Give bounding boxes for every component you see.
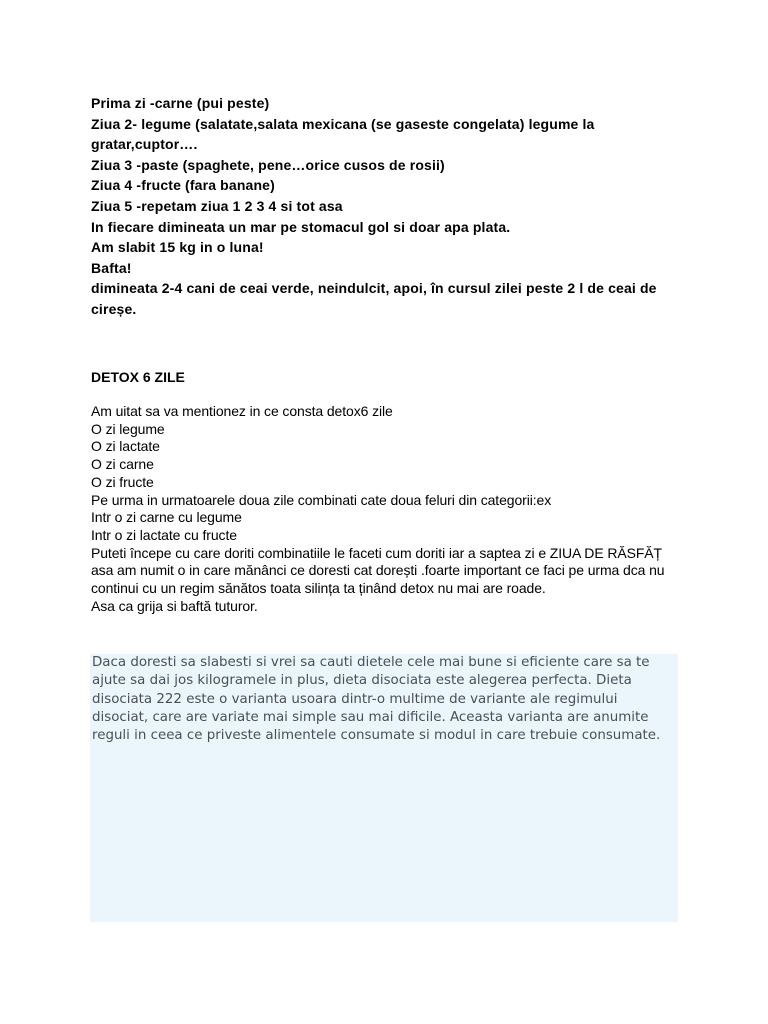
diet-line-result: Am slabit 15 kg in o luna!	[91, 239, 264, 256]
dissociated-diet-paragraph: Daca doresti sa slabesti si vrei sa cauti dietele cele mai bune si eficiente care sa te ajute sa dai jos kilogramele in plus, dieta disociata este alegerea perfecta. Dieta disociata 222 este o varianta usoara dintr-o multime de variante ale regimului disociat, care are variate mai simple sau mai dificile. Aceasta varianta are anumite reguli in ceea ce priveste alimentele consumate si modul in care trebuie consumate.	[92, 655, 661, 744]
detox-day-vegetables: O zi legume	[91, 420, 165, 437]
detox-intro-line: Am uitat sa va mentionez in ce consta detox6 zile	[91, 403, 393, 419]
detox-day-fruit: O zi fructe	[91, 473, 154, 490]
detox-day-dairy: O zi lactate	[91, 438, 160, 455]
diet-plan-list	[91, 93, 681, 320]
detox-closing-line: Asa ca grija si baftă tuturor.	[91, 597, 258, 614]
diet-line-day-4: Ziua 4 -fructe (fara banane)	[91, 177, 275, 194]
diet-line-day-3: Ziua 3 -paste (spaghete, pene…orice cusos de rosii)	[91, 156, 445, 173]
detox-combo-dairy-fruit: Intr o zi lactate cu fructe	[91, 526, 237, 543]
diet-line-day-5: Ziua 5 -repetam ziua 1 2 3 4 si tot asa	[91, 197, 343, 214]
detox-combo-meat-vegetables: Intr o zi carne cu legume	[91, 509, 242, 526]
diet-line-good-luck: Bafta!	[91, 259, 132, 276]
highlighted-paragraph-box	[90, 654, 678, 922]
detox-combination-intro: Pe urma in urmatoarele doua zile combinati cate doua feluri din categorii:ex	[91, 491, 552, 508]
detox-description	[91, 403, 681, 615]
detox-day-meat: O zi carne	[91, 456, 154, 473]
diet-line-morning-apple: In fiecare dimineata un mar pe stomacul gol si doar apa plata.	[91, 218, 511, 235]
diet-line-tea: dimineata 2-4 cani de ceai verde, neindulcit, apoi, în cursul zilei peste 2 l de ceai de cireșe.	[91, 280, 657, 317]
diet-line-day-2: Ziua 2- legume (salatate,salata mexicana (se gaseste congelata) legume la gratar,cuptor….	[91, 115, 595, 153]
diet-line-day-1: Prima zi -carne (pui peste)	[91, 95, 270, 111]
detox-section-title: DETOX 6 ZILE	[91, 369, 185, 385]
detox-cheat-day-paragraph: Puteti începe cu care doriti combinatiile le faceti cum doriti iar a saptea zi e ZIUA DE RĂSFĂȚ asa am numit o in care mănânci ce doresti cat dorești .foarte important ce faci pe urma dca nu continui cu un regim sănătos toata silința ta ținând detox nu mai are roade.	[91, 544, 665, 597]
